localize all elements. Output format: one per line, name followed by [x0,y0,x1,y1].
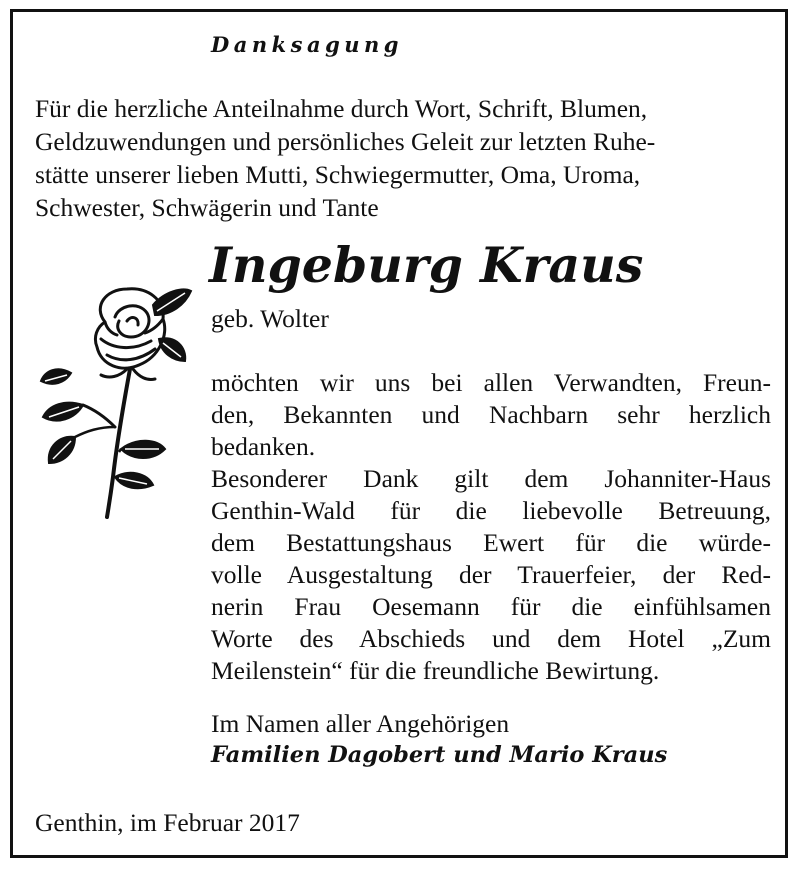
closing-line: Im Namen aller Angehörigen [211,709,510,738]
intro-line: Geldzuwendungen und persönliches Geleit zur letzten Ruhe- [35,127,656,156]
body-line: bedanken. [211,432,316,461]
place-date: Genthin, im Februar 2017 [35,808,300,837]
body-line: dem Bestattungshaus Ewert für die würde- [211,528,771,557]
thanks-paragraph [211,367,771,687]
birth-name: geb. Wolter [211,304,329,333]
body-line: volle Ausgestaltung der Trauerfeier, der Red- [211,560,771,589]
body-line: nerin Frau Oesemann für die einfühlsamen [211,592,771,621]
body-line: Meilenstein“ für die freundliche Bewirtung. [211,656,660,685]
intro-line: Für die herzliche Anteilnahme durch Wort, Schrift, Blumen, [35,94,648,123]
body-line: Worte des Abschieds und dem Hotel „Zum [211,624,771,653]
notice-heading: Danksagung [211,32,403,57]
rose-icon [35,277,195,522]
family-signature: Familien Dagobert und Mario Kraus [211,742,668,768]
intro-line: stätte unserer lieben Mutti, Schwiegermutter, Oma, Uroma, [35,160,641,189]
body-line: Besonderer Dank gilt dem Johanniter-Haus [211,464,771,493]
intro-paragraph [35,92,775,224]
deceased-name: Ingeburg Kraus [209,236,644,294]
body-line: den, Bekannten und Nachbarn sehr herzlich [211,400,771,429]
intro-line: Schwester, Schwägerin und Tante [35,193,379,222]
body-line: Genthin-Wald für die liebevolle Betreuung, [211,496,771,525]
body-line: möchten wir uns bei allen Verwandten, Freun- [211,368,771,397]
obituary-notice [10,9,788,858]
